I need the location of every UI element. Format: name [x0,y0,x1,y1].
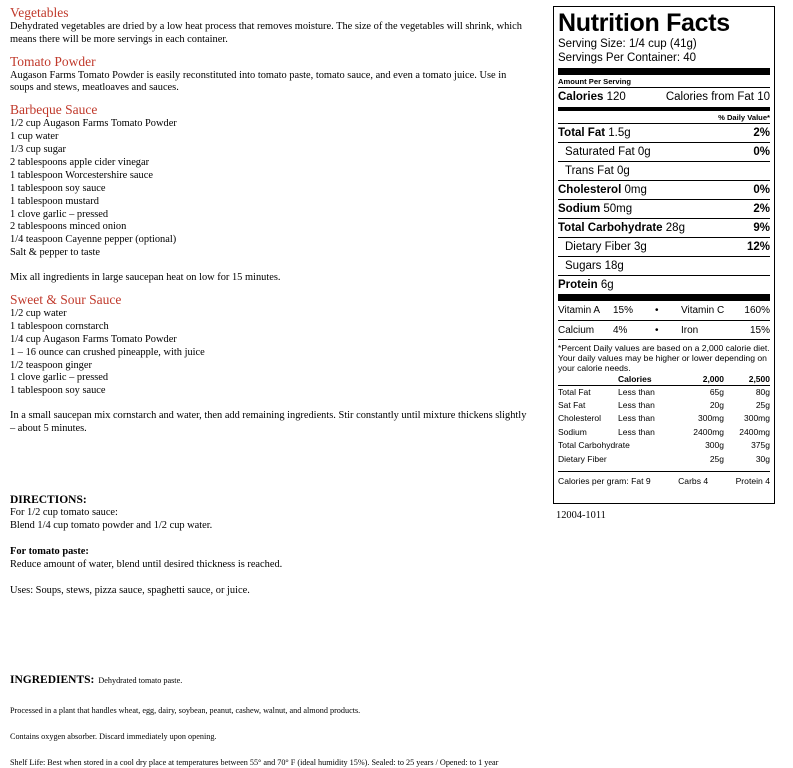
amount-per-serving: Amount Per Serving [558,77,631,86]
nutrient-dv: 0% [753,146,770,158]
table-cell: 65g [709,386,724,397]
divider-thick [558,68,770,75]
cal-per-protein: Protein 4 [735,476,770,487]
list-item: 1/4 teaspoon Cayenne pepper (optional) [10,234,177,246]
nutrient-label: Sodium [558,203,601,215]
nutrient-label: Total Fat [558,127,606,139]
shelf-life-note: Shelf Life: Best when stored in a cool dry place at temperatures between 55° and 70° F (ideal humidity 15%). Sealed: to 25 years / Opened: to 1 year [10,757,499,767]
vegetables-heading: Vegetables [10,5,69,20]
table-cell: Less than [618,386,655,397]
vegetables-text: Dehydrated vegetables are dried by a low heat process that removes moisture. The size of the vegetables will shrink, which means there will be more servings in each container. [10,21,522,45]
bbq-sauce-section [10,102,530,285]
nutrient-dv: 12% [746,241,770,253]
table-cell: 25g [709,453,724,464]
calories-fat-label: Calories from Fat [665,91,754,103]
table-row [558,453,770,466]
table-cell: Less than [618,426,655,437]
calcium-value: 4% [613,324,628,336]
nutrient-amount: 1.5g [608,127,631,139]
nutrient-amount: 50mg [603,203,633,215]
table-cell: Total Carbohydrate [558,440,630,451]
calories-row [558,87,770,106]
table-cell: 25g [755,400,770,411]
table-cell: 2400mg [739,426,770,437]
table-row [558,412,770,425]
table-cell: 375g [751,440,770,451]
nutrient-amount: 0g [637,146,651,158]
list-item: 1/2 cup Augason Farms Tomato Powder [10,118,177,130]
table-cell: 2400mg [693,426,724,437]
table-cell: Sodium [558,426,587,437]
table-header-cell [558,374,618,386]
bullet: • [655,324,659,336]
ingredients-section [10,670,530,768]
table-header-row [558,374,770,386]
table-row [558,439,770,452]
list-item: 1 tablespoon soy sauce [10,385,106,397]
list-item: 1 – 16 ounce can crushed pineapple, with juice [10,346,205,358]
sweet-sour-ingredient-list [10,308,530,398]
list-item: 1/4 cup Augason Farms Tomato Powder [10,333,177,345]
cal-per-fat: Fat 9 [631,476,651,487]
nutrient-label: Saturated Fat [565,146,635,158]
daily-value-header: % Daily Value* [718,113,770,122]
tomato-powder-section [10,54,530,96]
protein-row [558,275,770,294]
table-header-cell: Calories [618,373,652,384]
nutrient-amount: 18g [604,260,624,272]
table-cell: Sat Fat [558,400,586,411]
servings-per-container: Servings Per Container: 40 [558,51,697,64]
calories-per-gram [558,472,770,490]
nutrient-row [558,199,770,218]
calories-label: Calories [558,91,604,103]
nutrient-dv: 2% [753,127,770,139]
table-cell: 300mg [698,413,724,424]
nutrition-facts-panel [553,6,775,504]
vitamin-a-value: 15% [613,305,634,316]
nutrient-amount: 0g [616,165,630,177]
tomato-powder-text: Augason Farms Tomato Powder is easily reconstituted into tomato paste, tomato sauce, and even a tomato juice. Use in soups and stews, meatloaves and sauces. [10,69,507,94]
list-item: 2 tablespoons minced onion [10,221,127,233]
nutrient-label: Sugars [565,260,602,272]
table-cell: Less than [618,413,655,424]
nutrient-dv: 0% [753,184,770,196]
table-cell: Dietary Fiber [558,453,607,464]
allergen-statement: Processed in a plant that handles wheat, egg, dairy, soybean, peanut, cashew, walnut, and almond products. [10,705,361,715]
vitamin-c-value: 160% [744,305,770,316]
calcium-label: Calcium [558,324,595,336]
product-code: 12004-1011 [556,510,606,521]
table-cell: 300g [705,440,724,451]
list-item: 1 cup water [10,131,59,143]
vegetables-section [10,5,530,47]
nutrient-label: Total Carbohydrate [558,222,663,234]
vitamin-row [558,301,770,320]
mineral-row [558,320,770,339]
calories-fat-value: 10 [757,91,770,103]
nutrient-label: Dietary Fiber [565,241,631,253]
list-item: 1 tablespoon cornstarch [10,320,109,332]
nutrient-label: Trans Fat [565,165,614,177]
list-item: 1/2 teaspoon ginger [10,359,92,371]
sweet-sour-method: In a small saucepan mix cornstarch and water, then add remaining ingredients. Stir constantly until mixture thickens slightly – about 5 minutes. [10,410,527,435]
tomato-powder-heading: Tomato Powder [10,53,96,69]
table-header-cell: 2,500 [748,373,770,384]
nutrient-row [558,218,770,237]
bbq-ingredient-list [10,118,530,260]
calories-value: 120 [606,91,626,103]
list-item: 1/3 cup sugar [10,144,66,155]
ingredients-text: Dehydrated tomato paste. [98,675,183,685]
sauce-label: For 1/2 cup tomato sauce: [10,506,118,518]
list-item: 1 clove garlic – pressed [10,372,109,384]
nutrient-dv: 2% [753,203,770,215]
nutrient-row [558,142,770,161]
table-cell: Total Fat [558,386,591,397]
bullet: • [655,305,659,316]
table-cell: 80g [755,386,770,397]
daily-value-footnote: *Percent Daily values are based on a 2,000 calorie diet. Your daily values may be higher or lower depending on your calorie needs. [558,343,770,374]
table-row [558,399,770,412]
list-item: 1/2 cup water [10,307,67,319]
nutrient-amount: 3g [634,241,647,253]
list-item: 1 tablespoon soy sauce [10,182,106,194]
table-row [558,385,770,399]
nutrient-label: Cholesterol [558,184,622,196]
nutrient-amount: 0mg [624,184,647,196]
uses-text: Uses: Soups, stews, pizza sauce, spaghetti sauce, or juice. [10,585,250,597]
list-item: 1 clove garlic – pressed [10,208,109,220]
table-cell: Cholesterol [558,413,601,424]
product-info-column [10,5,530,768]
daily-value-table [558,374,770,466]
list-item: 1 tablespoon mustard [10,195,99,207]
nutrient-row [558,256,770,275]
nutrient-row [558,161,770,180]
oxygen-absorber-note: Contains oxygen absorber. Discard immediately upon opening. [10,731,217,741]
directions-heading: DIRECTIONS: [10,493,87,506]
table-cell: 300mg [744,413,770,424]
sweet-sour-section [10,292,530,436]
divider-medium [558,107,770,111]
list-item: 2 tablespoons apple cider vinegar [10,156,150,168]
protein-label: Protein [558,279,598,291]
nutrient-row [558,237,770,256]
divider-thick [558,294,770,301]
iron-label: Iron [681,324,699,336]
nutrient-row [558,123,770,142]
cal-per-carbs: Carbs 4 [678,476,709,487]
nutrition-title: Nutrition Facts [558,9,730,37]
nutrient-amount: 28g [665,222,685,234]
nutrient-dv: 9% [753,222,770,234]
nutrient-row [558,180,770,199]
table-cell: 30g [755,453,770,464]
cal-per-gram-label: Calories per gram: Fat 9 [558,476,651,487]
iron-value: 15% [749,324,770,336]
vitamin-a-label: Vitamin A [558,305,601,316]
list-item: Salt & pepper to taste [10,247,101,259]
table-row [558,426,770,439]
table-cell: 20g [709,400,724,411]
directions-section [10,493,530,598]
bbq-method: Mix all ingredients in large saucepan heat on low for 15 minutes. [10,272,281,284]
vitamin-c-label: Vitamin C [681,305,725,316]
bbq-heading: Barbeque Sauce [10,102,98,118]
table-header-cell: 2,000 [702,373,724,384]
paste-label: For tomato paste: [10,546,89,558]
serving-size: Serving Size: 1/4 cup (41g) [558,38,697,50]
protein-value: 6g [600,279,614,291]
ingredients-label: INGREDIENTS: [10,673,95,686]
sweet-sour-heading: Sweet & Sour Sauce [10,291,122,307]
table-cell: Less than [618,400,655,411]
paste-text: Reduce amount of water, blend until desired thickness is reached. [10,559,283,571]
list-item: 1 tablespoon Worcestershire sauce [10,169,153,181]
sauce-text: Blend 1/4 cup tomato powder and 1/2 cup water. [10,519,213,531]
